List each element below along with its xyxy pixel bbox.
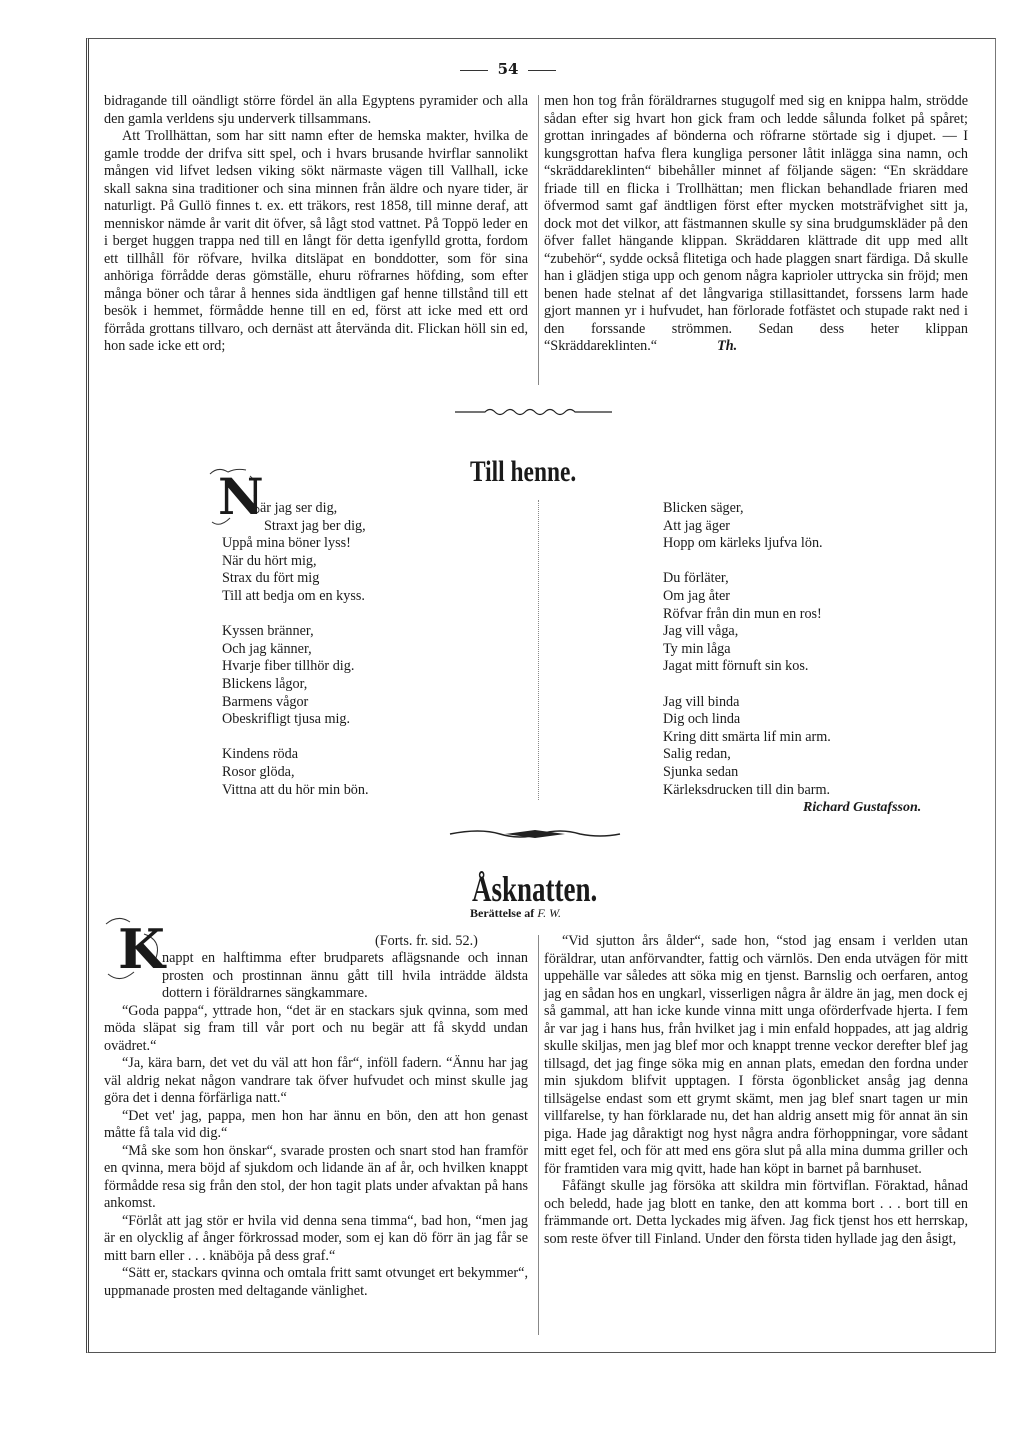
poem-line: Kring ditt smärta lif min arm. <box>663 728 831 745</box>
poem-line: Strax du fört mig <box>222 570 320 587</box>
poem-line: Om jag åter <box>663 587 730 604</box>
poem-line: Sjunka sedan <box>663 763 739 780</box>
poem-line: Kindens röda <box>222 746 299 763</box>
poem-initial-letter: N <box>218 467 264 526</box>
wavy-separator-ornament <box>0 404 1016 420</box>
paragraph: “Det vet' jag, pappa, men hon har ännu en bön, den att hon genast måtte få tala vid dig.“ <box>104 1107 528 1141</box>
poem-line: Röfvar från din mun en ros! <box>663 605 822 622</box>
poem-line: När du hört mig, <box>222 552 317 569</box>
story-continuation-note: (Forts. fr. sid. 52.) <box>375 933 478 949</box>
article-left-column <box>104 93 528 356</box>
poem-line: Uppå mina böner lyss! <box>222 535 351 552</box>
poem-stanza <box>663 500 831 553</box>
article-signature: Th. <box>717 338 738 354</box>
poem-line: Obeskrifligt tjusa mig. <box>222 711 351 728</box>
poem-line: Blicken säger, <box>663 500 744 516</box>
poem-stanza <box>222 500 369 606</box>
poem-right-column <box>663 500 831 817</box>
poem-line: Du förläter, <box>663 570 729 587</box>
page-number: 54 <box>0 60 1016 78</box>
article-right-column <box>544 93 968 356</box>
poem-line: Ty min låga <box>663 640 731 657</box>
story-subtitle: Berättelse af F. W. <box>470 906 561 920</box>
swash-separator-ornament <box>0 824 1016 844</box>
poem-line: Kärleksdrucken till din barm. <box>663 781 831 798</box>
poem-line: Salig redan, <box>663 746 731 763</box>
paragraph: nappt en halftimma efter brudparets aflägsnande och innan prosten och prostinnan ännu gått till hvila inträdde äldsta dottern i föräldrarnes sängkammare. <box>162 950 528 1001</box>
story-title: Åsknatten. <box>472 869 598 909</box>
paragraph: Att Trollhättan, som har sitt namn efter de hemska makter, hvilka de gamle trodde der drifva sitt spel, och i hvars brusande hvirflar sannolikt mången vid lifvet ledsen viking sökt närmaste vägen till Vallhall, icke skall sakna sina traditioner och sina minnen från äldre och nyare tider, är naturligt. På Gullö finnes t. ex. ett träkors, rest 1858, till minne deraf, att menniskor nämde år varit dit öfver, så lågt stod vattnet. På Toppö leder en i berget huggen trappa ned till en långt för detta igenfylld grotta, fordom ett tillhåll för röfvare, hvilka ditsläpat en bonddotter, som för sina anhöriga förrådde deras gömställe, ehuru röfrarnes höfding, som efter många böner och tårar å hennes sida ändtligen gaf henne tillstånd till ett besök i hemmet, förmådde henne till en ed, först att icke med ett ord förråda grottans tillvaro, och dernäst att återvända dit. Flickan höll sin ed, hon sade icke ett ord; <box>104 128 528 354</box>
poem-line: Jagat mitt förnuft sin kos. <box>663 658 809 675</box>
paragraph: “Vid sjutton års ålder“, sade hon, “stod jag ensam i verlden utan föräldrar, utan anförvandter, fattig och värnlös. Den enda utvägen för mitt uppehälle var således att söka mig en tjenst. Barnslig och oerfaren, antog jag en sådan hos en ungkarl, visserligen några år äldre än jag, men dock ej så gammal, att han icke kunde vinna mitt unga oförderfvade hjerta. I fem år var jag i hans hus, från hvilket jag i min enfald hoppades, att jag aldrig skulle skiljas, men jag blef mor och knappt trenne veckor derefter blef jag tillsagd, det jag finge söka mig en annan plats, emedan den fordna under min sjukdom blifvit upptagen. I första ögonblicket ansåg jag denna tillsägelse endast som ett grymt skämt, men jag blef snart tagen ur min villfarelse, ty han förklarade nu, det han aldrig ansett mig för annat än sin piga. Hade jag dåraktigt nog hyst några andra förhoppningar, vore sådant mitt eget fel, och för att med ens göra slut på alla mina dumma griller och för framtiden vara mig qvitt, hade han köpt in barnet på barnhuset. <box>544 933 968 1177</box>
article-right-text: men hon tog från föräldrarnes stugugolf med sig en knippa halm, strödde sådan efter sig hvart hon gick fram och ledde sålunda folket på spåret; grottan inringades af bönderna och röfrarne störtade sig i djupet. — I kungsgrottan hafva flera kungliga personer låtit inlägga sina namn, och “skräddareklinten“ bibehåller minnet af följande sägen: “En skräddare friade till en flicka i Trollhättan; men flickan behandlade friaren med öfvermod samt gaf ändtligen först efter mycken motsträfvighet sitt ja, dock mot det vilkor, att fästmannen skulle sy sina brudgumskläder på den öfver fallet hängande klippan. Skräddaren klättrade dit upp med allt “zubehör“, sydde också flitetiga och hade plaggen snart färdiga. Då skulle han i glädjen stiga upp och genom några kaprioler uttrycka sin fröjd; men benen hade stelnat af det långvariga stillasittandet, forssens larm hade gjort mannen yr i hufvudet, han förlorade fotfästet och stupade rakt ned i den forssande strömmen. Sedan dess heter klippan “Skräddareklinten.“ <box>544 93 968 354</box>
paragraph: “Ja, kära barn, det vet du väl att hon får“, inföll fadern. “Ännu har jag väl aldrig nekat någon vandrare tak öfver hufvudet och minst skulle jag göra det i denna förfärliga natt.“ <box>104 1055 528 1106</box>
poem-left-column <box>222 500 369 817</box>
poem-line: Kyssen bränner, <box>222 623 314 640</box>
story-left-column <box>104 950 528 1300</box>
poem-line: är jag ser dig, <box>260 500 338 516</box>
poem-line: Blickens lågor, <box>222 675 308 692</box>
poem-line: Rosor glöda, <box>222 763 295 780</box>
poem-line: Jag vill binda <box>663 693 740 710</box>
story-initial-letter: K <box>118 917 165 981</box>
column-rule-poem <box>538 500 539 800</box>
poem-line: Jag vill våga, <box>663 623 739 640</box>
poem-stanza <box>663 694 831 800</box>
poem-line: Till att bedja om en kyss. <box>222 587 365 604</box>
column-rule-story <box>538 935 539 1335</box>
poem-line: Hopp om kärleks ljufva lön. <box>663 535 823 552</box>
poem-line: Dig och linda <box>663 711 741 728</box>
story-right-column <box>544 933 968 1248</box>
poem-stanza <box>663 570 831 676</box>
paragraph: Fåfängt skulle jag försöka att skildra min förtviflan. Föraktad, hånad och beledd, hade jag blott en tanke, den att komma bort . . . bort till en främmande ort. Detta lyckades mig äfven. Jag fick tjenst hos ett herrskap, som reste öfver till Finland. Under den första tiden hyllade jag den åsigt, <box>544 1178 968 1247</box>
poem-line: Och jag känner, <box>222 640 312 657</box>
poem-author: Richard Gustafsson. <box>803 800 922 815</box>
poem-line: Vittna att du hör min bön. <box>222 781 369 798</box>
poem-title: Till henne. <box>470 455 577 488</box>
paragraph: “Sätt er, stackars qvinna och omtala fritt samt otvunget ert bekymmer“, uppmanade prosten med deltagande vänlighet. <box>104 1265 528 1299</box>
paragraph: “Förlåt att jag stör er hvila vid denna sena timma“, bad hon, “men jag är en olycklig af ånger förkrossad moder, som ej kan dö förr än jag får se mitt barn eller . . . knäböja på dess graf.“ <box>104 1212 528 1264</box>
poem-line: Att jag äger <box>663 517 730 534</box>
poem-line: Hvarje fiber tillhör dig. <box>222 658 355 675</box>
paragraph: “Må ske som hon önskar“, svarade prosten och snart stod han framför en qvinna, mera böjd af sjukdom och lidande än af år, och hvilken knappt förmådde resa sig från den stol, der hon tagit plats under afvaktan på hans ankomst. <box>104 1142 528 1211</box>
paragraph: bidragande till oändligt större fördel än alla Egyptens pyramider och alla den gamla verldens sju underverk tillsammans. <box>104 93 528 127</box>
poem-line: Straxt jag ber dig, <box>264 517 366 534</box>
column-rule-top <box>538 95 539 385</box>
paragraph: “Goda pappa“, yttrade hon, “det är en stackars sjuk qvinna, som med möda släpat sig fram till vår port och nu begär att få skydd undan ovädret.“ <box>104 1002 528 1054</box>
poem-stanza <box>222 746 369 799</box>
poem-line: Barmens vågor <box>222 693 309 710</box>
poem-stanza <box>222 623 369 729</box>
